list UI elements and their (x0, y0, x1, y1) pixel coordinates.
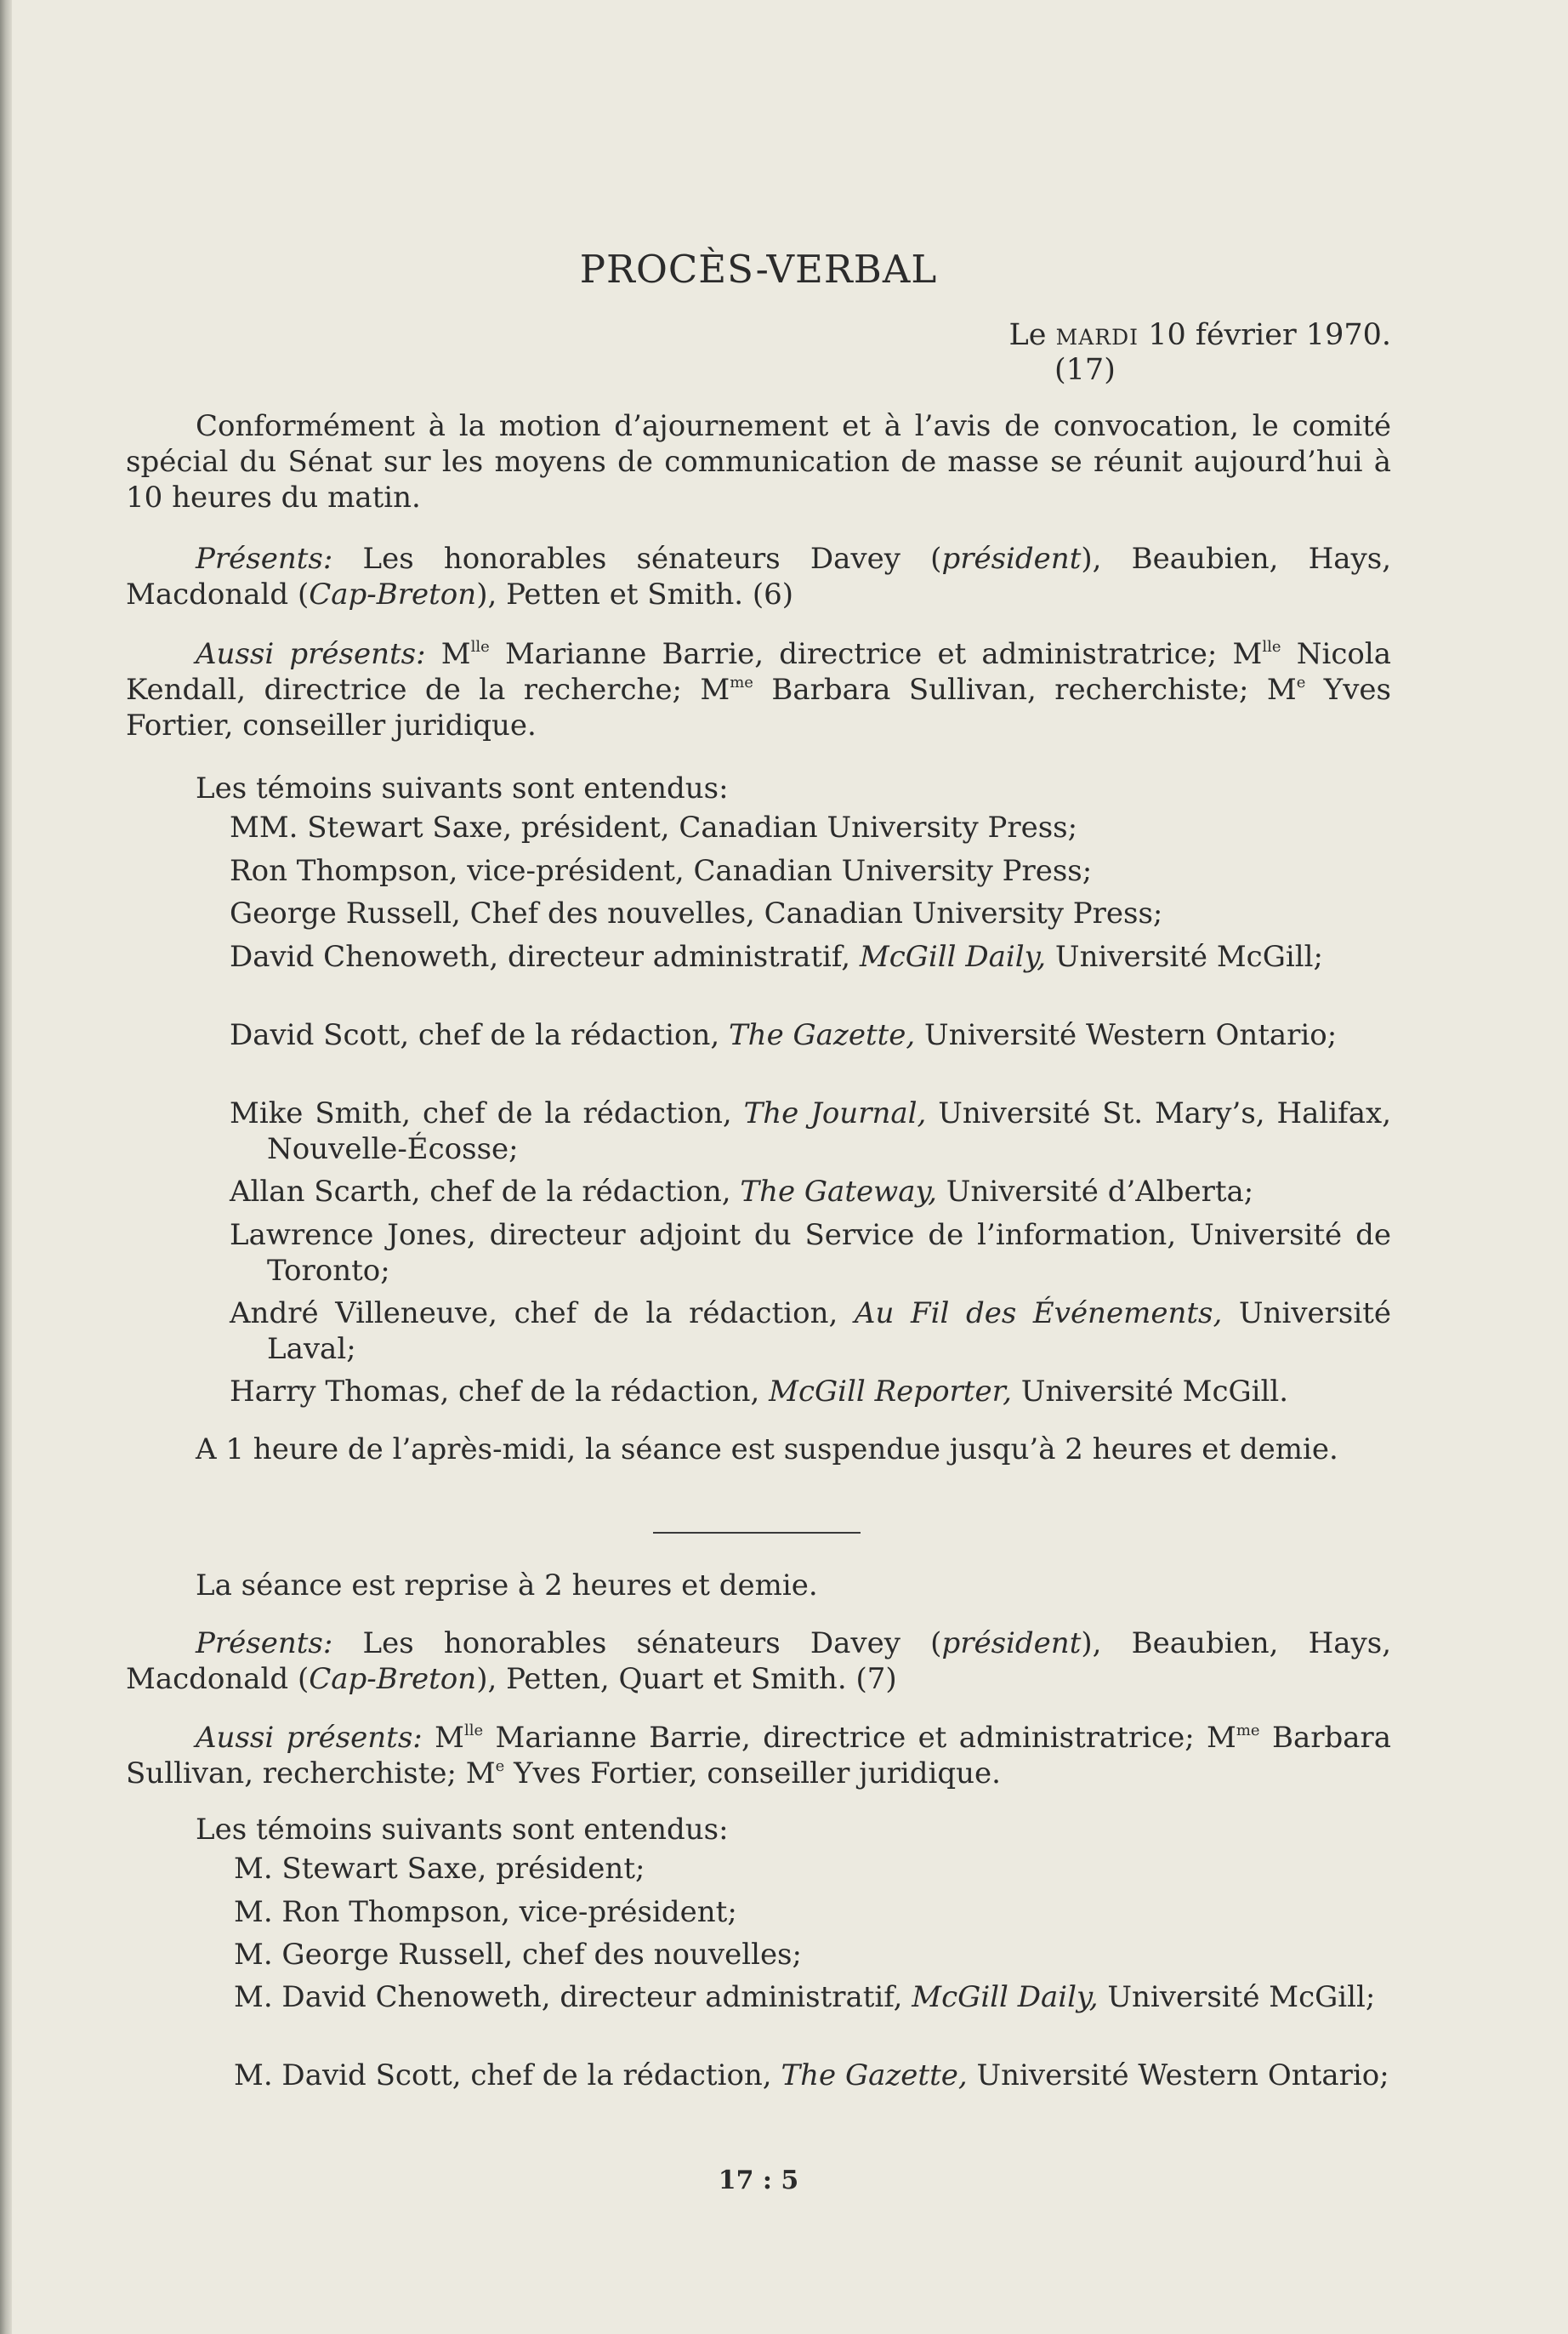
witness-text: Harry Thomas, chef de la rédaction, (230, 1375, 770, 1409)
aussi-label: Aussi présents: (196, 1721, 423, 1755)
witness-entry (230, 1217, 1391, 1289)
witness-text: Université St. Mary’s, Halifax, Nouvelle-Écosse; (267, 1096, 1392, 1166)
witness-entry (230, 1374, 1391, 1409)
presents-text-c: ), Petten et Smith. (6) (476, 578, 794, 612)
aussi-text: M (435, 1721, 464, 1755)
aussi-sup: e (1296, 674, 1306, 692)
presents-paragraph-1 (126, 541, 1391, 612)
aussi-text: Yves Fortier, conseiller juridique. (126, 673, 1391, 743)
witness-text: Université McGill. (1011, 1375, 1289, 1409)
witness-text: Université Laval; (267, 1296, 1392, 1366)
meeting-date (1009, 318, 1391, 352)
page-number: 17 : 5 (718, 2166, 799, 2195)
witness-text: M. David Scott, chef de la rédaction, (234, 2058, 781, 2092)
witness-text: M. David Chenoweth, directeur administratif, (234, 1980, 912, 2014)
aussi-text: Marianne Barrie, directrice et administratrice; M (504, 637, 1263, 671)
presents-text-b: ), Beaubien, Hays, Macdonald ( (126, 1626, 1392, 1696)
aussi-text: Nicola Kendall, directrice de la recherche; M (126, 637, 1392, 707)
presents-text-a: Les honorables sénateurs Davey ( (362, 542, 942, 576)
aussi-text: Marianne Barrie, directrice et administratrice; M (495, 1721, 1236, 1755)
book-spine-edge (0, 0, 12, 2334)
witness-entry (234, 1979, 1391, 2015)
section-divider (653, 1532, 861, 1534)
witness-entry (230, 1096, 1391, 1167)
presents-label: Présents: (196, 1626, 333, 1660)
publication-name: The Gateway, (740, 1175, 937, 1209)
presents-paragraph-2 (126, 1625, 1391, 1697)
witness-text: Ron Thompson, vice-président, Canadian University Press; (230, 854, 1093, 888)
witness-intro-1: Les témoins suivants sont entendus: (196, 771, 729, 806)
page-title: PROCÈS-VERBAL (579, 247, 938, 292)
witness-entry (234, 1937, 1391, 1973)
witness-text: Université McGill; (1046, 940, 1323, 974)
witness-entry (230, 939, 1391, 975)
witness-text: Mike Smith, chef de la rédaction, (230, 1096, 744, 1130)
witness-entry (230, 810, 1391, 845)
witness-text: Université d’Alberta; (936, 1175, 1254, 1209)
witness-text: M. Stewart Saxe, président; (234, 1852, 645, 1886)
aussi-sup: me (1236, 1722, 1260, 1739)
publication-name: McGill Daily, (912, 1980, 1099, 2014)
witness-text: Allan Scarth, chef de la rédaction, (230, 1175, 741, 1209)
presents-text-c: ), Petten, Quart et Smith. (7) (476, 1662, 897, 1696)
witness-entry (234, 2058, 1391, 2093)
presents-role: président (941, 1626, 1082, 1660)
publication-name: McGill Daily, (859, 940, 1047, 974)
publication-name: The Journal, (743, 1096, 927, 1130)
opening-paragraph: Conformément à la motion d’ajournement et à l’avis de convocation, le comité spécial du Sénat sur les moyens de communication de masse se réunit aujourd’hui à 10 heures du matin. (126, 409, 1391, 515)
witness-entry (230, 896, 1391, 931)
witness-entry (230, 1295, 1391, 1367)
witness-entry (230, 853, 1391, 889)
aussi-presents-paragraph-1 (126, 636, 1391, 743)
date-rest: 10 février 1970. (1148, 318, 1391, 352)
aussi-sup: me (730, 674, 753, 692)
presents-place: Cap-Breton (309, 578, 477, 612)
publication-name: The Gazette, (781, 2058, 968, 2092)
meeting-number: (17) (1054, 353, 1116, 387)
witness-text: George Russell, Chef des nouvelles, Canadian University Press; (230, 897, 1163, 931)
reprise-paragraph: La séance est reprise à 2 heures et demie. (196, 1568, 818, 1602)
aussi-sup: lle (470, 638, 490, 656)
presents-text-a: Les honorables sénateurs Davey ( (362, 1626, 942, 1660)
aussi-text: Barbara Sullivan, recherchiste; M (126, 1721, 1392, 1790)
aussi-text: Yves Fortier, conseiller juridique. (514, 1756, 1001, 1790)
suspension-paragraph: A 1 heure de l’après-midi, la séance est suspendue jusqu’à 2 heures et demie. (196, 1432, 1338, 1466)
witness-entry (230, 1174, 1391, 1210)
witness-text: MM. Stewart Saxe, président, Canadian University Press; (230, 811, 1078, 845)
witness-text: M. George Russell, chef des nouvelles; (234, 1938, 802, 1972)
witness-text: Lawrence Jones, directeur adjoint du Service de l’information, Université de Toronto; (230, 1218, 1391, 1288)
aussi-sup: lle (463, 1722, 484, 1739)
presents-label: Présents: (196, 542, 333, 576)
publication-name: The Gazette, (729, 1018, 916, 1052)
aussi-sup: e (495, 1757, 505, 1775)
presents-role: président (941, 542, 1082, 576)
witness-text: M. Ron Thompson, vice-président; (234, 1895, 737, 1929)
date-le: Le (1008, 318, 1047, 352)
publication-name: McGill Reporter, (769, 1375, 1012, 1409)
witness-text: Université McGill; (1098, 1980, 1376, 2014)
witness-text: Université Western Ontario; (915, 1018, 1338, 1052)
witness-text: David Scott, chef de la rédaction, (230, 1018, 729, 1052)
witness-entry (234, 1894, 1391, 1930)
publication-name: Au Fil des Événements, (854, 1296, 1223, 1330)
witness-text: Université Western Ontario; (967, 2058, 1389, 2092)
aussi-sup: lle (1262, 638, 1281, 656)
aussi-label: Aussi présents: (196, 637, 426, 671)
witness-intro-2: Les témoins suivants sont entendus: (196, 1813, 729, 1847)
presents-text-b: ), Beaubien, Hays, Macdonald ( (126, 542, 1392, 612)
aussi-presents-paragraph-2 (126, 1720, 1391, 1791)
aussi-text: Barbara Sullivan, recherchiste; M (771, 673, 1297, 707)
aussi-text: M (440, 637, 471, 671)
witness-text: David Chenoweth, directeur administratif, (230, 940, 860, 974)
witness-entry (230, 1017, 1391, 1053)
date-day: MARDI (1055, 325, 1139, 350)
witness-text: André Villeneuve, chef de la rédaction, (230, 1296, 855, 1330)
witness-entry (234, 1851, 1391, 1887)
presents-place: Cap-Breton (309, 1662, 477, 1696)
